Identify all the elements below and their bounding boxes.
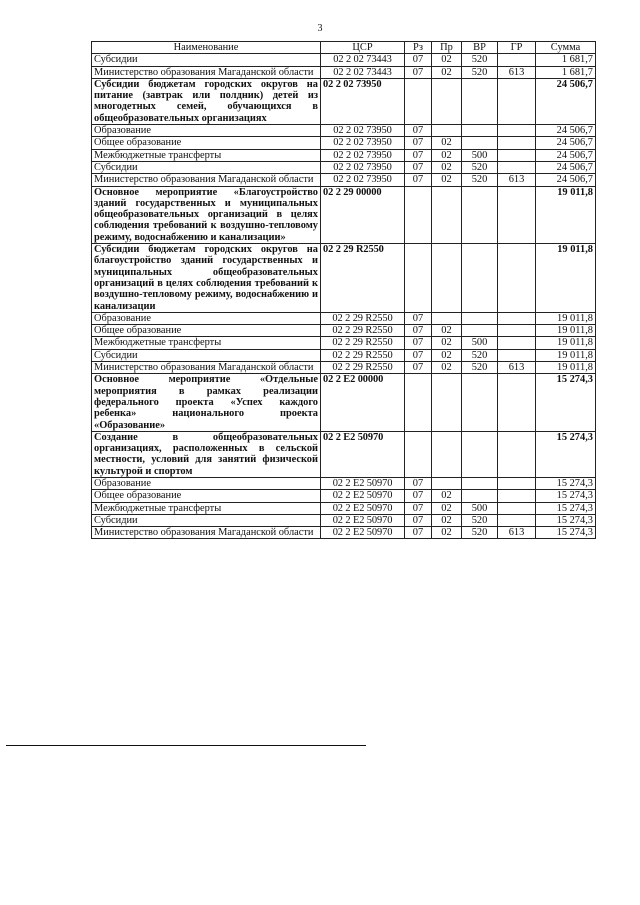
table-row: [92, 325, 596, 337]
cell-csr: 02 2 E2 50970: [321, 527, 405, 539]
cell-vr: [462, 374, 498, 431]
cell-name: Межбюджетные трансферты: [92, 149, 321, 161]
table-row: [92, 54, 596, 66]
cell-pr: [432, 186, 462, 243]
cell-sum: 15 274,3: [536, 490, 596, 502]
cell-name: Министерство образования Магаданской области: [92, 66, 321, 78]
cell-gr: [498, 514, 536, 526]
cell-csr: 02 2 29 R2550: [321, 337, 405, 349]
cell-name: Образование: [92, 312, 321, 324]
cell-csr: 02 2 02 73950: [321, 125, 405, 137]
cell-gr: [498, 337, 536, 349]
cell-rz: [405, 186, 432, 243]
cell-name: Основное мероприятие «Благоустройство зданий государственных и муниципальных общеобразовательных организаций в целях соблюдения требований к воздушно-тепловому режиму, водоснабжению и канализации»: [92, 186, 321, 243]
cell-sum: 19 011,8: [536, 325, 596, 337]
cell-sum: 1 681,7: [536, 66, 596, 78]
cell-gr: [498, 374, 536, 431]
cell-vr: [462, 431, 498, 477]
cell-name: Министерство образования Магаданской области: [92, 362, 321, 374]
header-rz: Рз: [405, 42, 432, 54]
cell-rz: 07: [405, 149, 432, 161]
cell-rz: [405, 431, 432, 477]
header-gr: ГР: [498, 42, 536, 54]
cell-name: Межбюджетные трансферты: [92, 502, 321, 514]
cell-rz: 07: [405, 54, 432, 66]
cell-rz: 07: [405, 527, 432, 539]
cell-csr: 02 2 02 73950: [321, 137, 405, 149]
table-row: [92, 477, 596, 489]
cell-pr: 02: [432, 149, 462, 161]
page-number: 3: [317, 23, 323, 34]
cell-name: Субсидии: [92, 349, 321, 361]
cell-csr: 02 2 02 73950: [321, 174, 405, 186]
header-row: [92, 42, 596, 54]
cell-gr: 613: [498, 362, 536, 374]
cell-rz: 07: [405, 502, 432, 514]
cell-vr: 520: [462, 362, 498, 374]
cell-sum: 15 274,3: [536, 374, 596, 431]
table-row: [92, 527, 596, 539]
cell-csr: 02 2 E2 50970: [321, 431, 405, 477]
cell-pr: 02: [432, 349, 462, 361]
cell-gr: [498, 502, 536, 514]
cell-gr: [498, 349, 536, 361]
cell-vr: 520: [462, 174, 498, 186]
cell-csr: 02 2 29 00000: [321, 186, 405, 243]
cell-vr: 520: [462, 527, 498, 539]
cell-csr: 02 2 02 73443: [321, 66, 405, 78]
cell-rz: 07: [405, 477, 432, 489]
cell-sum: 24 506,7: [536, 174, 596, 186]
cell-sum: 15 274,3: [536, 502, 596, 514]
cell-sum: 15 274,3: [536, 477, 596, 489]
cell-vr: [462, 490, 498, 502]
table-row: [92, 78, 596, 124]
header-pr: Пр: [432, 42, 462, 54]
cell-vr: 500: [462, 337, 498, 349]
cell-rz: 07: [405, 514, 432, 526]
cell-rz: [405, 78, 432, 124]
table-row: [92, 374, 596, 431]
header-vr: ВР: [462, 42, 498, 54]
cell-rz: [405, 374, 432, 431]
cell-rz: 07: [405, 362, 432, 374]
cell-vr: [462, 477, 498, 489]
cell-csr: 02 2 E2 00000: [321, 374, 405, 431]
cell-gr: [498, 186, 536, 243]
cell-sum: 19 011,8: [536, 349, 596, 361]
cell-gr: 613: [498, 527, 536, 539]
cell-rz: 07: [405, 312, 432, 324]
table-row: [92, 125, 596, 137]
table-row: [92, 161, 596, 173]
cell-pr: 02: [432, 337, 462, 349]
cell-vr: [462, 244, 498, 313]
cell-gr: [498, 149, 536, 161]
cell-vr: 520: [462, 54, 498, 66]
cell-pr: 02: [432, 54, 462, 66]
cell-rz: 07: [405, 161, 432, 173]
cell-gr: [498, 78, 536, 124]
cell-pr: 02: [432, 514, 462, 526]
cell-gr: 613: [498, 174, 536, 186]
cell-name: Создание в общеобразовательных организациях, расположенных в сельской местности, условий для занятий физической культурой и спортом: [92, 431, 321, 477]
cell-pr: [432, 312, 462, 324]
table-row: [92, 186, 596, 243]
cell-vr: [462, 78, 498, 124]
cell-pr: [432, 78, 462, 124]
cell-gr: [498, 137, 536, 149]
cell-name: Министерство образования Магаданской области: [92, 174, 321, 186]
cell-pr: [432, 244, 462, 313]
cell-csr: 02 2 29 R2550: [321, 362, 405, 374]
cell-csr: 02 2 29 R2550: [321, 312, 405, 324]
cell-gr: [498, 125, 536, 137]
cell-gr: [498, 431, 536, 477]
cell-sum: 19 011,8: [536, 244, 596, 313]
cell-csr: 02 2 29 R2550: [321, 244, 405, 313]
table-row: [92, 312, 596, 324]
cell-gr: [498, 244, 536, 313]
cell-csr: 02 2 02 73950: [321, 161, 405, 173]
cell-pr: 02: [432, 174, 462, 186]
cell-name: Общее образование: [92, 325, 321, 337]
cell-csr: 02 2 E2 50970: [321, 502, 405, 514]
cell-pr: 02: [432, 362, 462, 374]
cell-csr: 02 2 E2 50970: [321, 490, 405, 502]
table-row: [92, 149, 596, 161]
table-row: [92, 362, 596, 374]
cell-csr: 02 2 29 R2550: [321, 325, 405, 337]
cell-pr: [432, 374, 462, 431]
cell-pr: 02: [432, 527, 462, 539]
cell-pr: 02: [432, 502, 462, 514]
cell-pr: [432, 125, 462, 137]
cell-sum: 19 011,8: [536, 186, 596, 243]
cell-name: Общее образование: [92, 137, 321, 149]
cell-sum: 15 274,3: [536, 514, 596, 526]
cell-name: Субсидии: [92, 161, 321, 173]
table-header: [92, 42, 596, 54]
cell-csr: 02 2 02 73950: [321, 149, 405, 161]
budget-table: [91, 41, 596, 539]
table-row: [92, 174, 596, 186]
cell-name: Межбюджетные трансферты: [92, 337, 321, 349]
cell-gr: [498, 161, 536, 173]
cell-sum: 19 011,8: [536, 362, 596, 374]
cell-pr: 02: [432, 490, 462, 502]
cell-name: Субсидии: [92, 514, 321, 526]
cell-sum: 24 506,7: [536, 149, 596, 161]
cell-sum: 19 011,8: [536, 337, 596, 349]
cell-gr: [498, 312, 536, 324]
cell-sum: 19 011,8: [536, 312, 596, 324]
table-row: [92, 502, 596, 514]
cell-name: Субсидии бюджетам городских округов на питание (завтрак или полдник) детей из многодетных семей, обучающихся в общеобразовательных организациях: [92, 78, 321, 124]
cell-csr: 02 2 02 73443: [321, 54, 405, 66]
cell-sum: 24 506,7: [536, 78, 596, 124]
cell-name: Министерство образования Магаданской области: [92, 527, 321, 539]
cell-gr: 613: [498, 66, 536, 78]
cell-pr: [432, 431, 462, 477]
cell-vr: [462, 325, 498, 337]
header-name: Наименование: [92, 42, 321, 54]
cell-vr: [462, 125, 498, 137]
cell-sum: 24 506,7: [536, 161, 596, 173]
table-body: [92, 54, 596, 539]
cell-rz: 07: [405, 349, 432, 361]
cell-gr: [498, 477, 536, 489]
cell-rz: 07: [405, 325, 432, 337]
cell-vr: [462, 137, 498, 149]
cell-name: Общее образование: [92, 490, 321, 502]
cell-vr: 520: [462, 66, 498, 78]
cell-gr: [498, 325, 536, 337]
cell-vr: [462, 186, 498, 243]
cell-csr: 02 2 E2 50970: [321, 514, 405, 526]
cell-vr: [462, 312, 498, 324]
cell-vr: 500: [462, 502, 498, 514]
cell-rz: 07: [405, 137, 432, 149]
cell-pr: [432, 477, 462, 489]
cell-name: Основное мероприятие «Отдельные мероприятия в рамках реализации федерального проекта «Успех каждого ребенка» национального проекта «Образование»: [92, 374, 321, 431]
cell-sum: 24 506,7: [536, 125, 596, 137]
table-row: [92, 337, 596, 349]
header-csr: ЦСР: [321, 42, 405, 54]
cell-csr: 02 2 02 73950: [321, 78, 405, 124]
cell-rz: 07: [405, 125, 432, 137]
cell-sum: 15 274,3: [536, 431, 596, 477]
cell-gr: [498, 54, 536, 66]
cell-name: Образование: [92, 125, 321, 137]
table-row: [92, 66, 596, 78]
table-row: [92, 137, 596, 149]
cell-vr: 520: [462, 514, 498, 526]
table-row: [92, 431, 596, 477]
cell-rz: 07: [405, 66, 432, 78]
cell-rz: [405, 244, 432, 313]
footer-divider: [6, 745, 366, 746]
table-row: [92, 349, 596, 361]
header-sum: Сумма: [536, 42, 596, 54]
table-row: [92, 514, 596, 526]
cell-rz: 07: [405, 174, 432, 186]
table-row: [92, 244, 596, 313]
cell-csr: 02 2 29 R2550: [321, 349, 405, 361]
cell-gr: [498, 490, 536, 502]
cell-vr: 520: [462, 349, 498, 361]
cell-sum: 1 681,7: [536, 54, 596, 66]
cell-rz: 07: [405, 337, 432, 349]
cell-pr: 02: [432, 325, 462, 337]
cell-sum: 15 274,3: [536, 527, 596, 539]
cell-csr: 02 2 E2 50970: [321, 477, 405, 489]
cell-pr: 02: [432, 137, 462, 149]
cell-name: Образование: [92, 477, 321, 489]
cell-sum: 24 506,7: [536, 137, 596, 149]
cell-name: Субсидии: [92, 54, 321, 66]
cell-rz: 07: [405, 490, 432, 502]
cell-pr: 02: [432, 161, 462, 173]
cell-vr: 500: [462, 149, 498, 161]
cell-name: Субсидии бюджетам городских округов на благоустройство зданий государственных и муниципальных общеобразовательных организаций в целях соблюдения требований к воздушно-тепловому режиму, водоснабжению и канализации: [92, 244, 321, 313]
cell-vr: 520: [462, 161, 498, 173]
cell-pr: 02: [432, 66, 462, 78]
table-row: [92, 490, 596, 502]
